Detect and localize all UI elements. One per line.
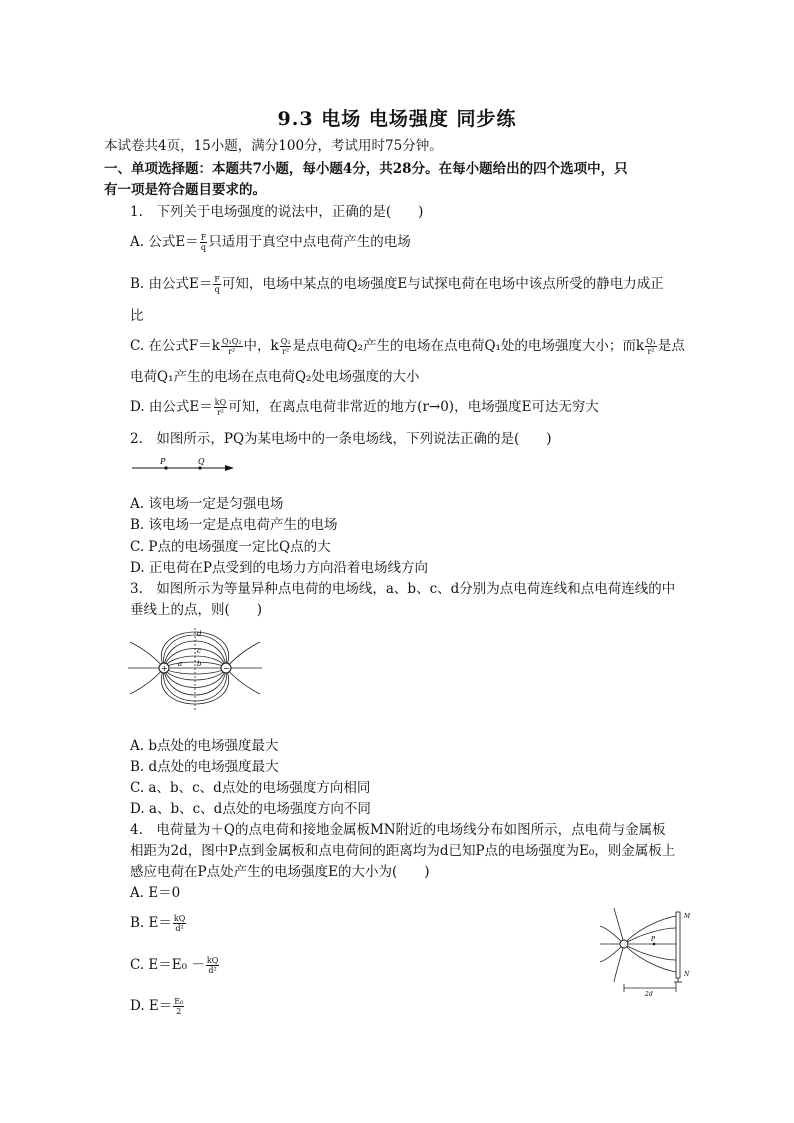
section-heading-line1: 一、单项选择题：本题共7小题，每小题4分，共28分。在每小题给出的四个选项中，只 bbox=[104, 161, 628, 177]
label-a: a bbox=[178, 660, 183, 668]
positive-charge-icon: + bbox=[161, 664, 168, 673]
exam-intro: 本试卷共4页，15小题，满分100分，考试用时75分钟。 bbox=[104, 138, 443, 154]
fraction: $\frac{kQ}{\text{d²}}$ bbox=[206, 956, 219, 975]
dipole-field-figure bbox=[126, 624, 264, 714]
q4-stem-line3: 感应电荷在P点处产生的电场强度E的大小为( ) bbox=[130, 864, 430, 880]
fraction: $\frac{F}{q}$ bbox=[200, 233, 207, 252]
fraction: $\frac{F}{q}$ bbox=[214, 275, 220, 294]
q4-option-a: A. E＝0 bbox=[130, 885, 181, 901]
q4-option-c: C. E＝E₀ － $\frac{kQ}{\text{d²}}$ bbox=[130, 956, 219, 975]
negative-charge-icon: − bbox=[223, 664, 230, 673]
label-d: d bbox=[197, 630, 202, 638]
q3-option-d: D. a、b、c、d点处的电场强度方向不同 bbox=[130, 801, 371, 817]
label-p: P bbox=[651, 936, 656, 943]
q3-option-a: A. b点处的电场强度最大 bbox=[130, 738, 279, 754]
q2-option-a: A. 该电场一定是匀强电场 bbox=[130, 496, 284, 512]
q1-option-a: A. 公式E＝ $\frac{F}{q}$ 只适用于真空中点电荷产生的电场 bbox=[130, 233, 411, 252]
fraction: $\frac{\text{Q₁}}{\text{r²}}$ bbox=[646, 337, 656, 356]
q1-option-b: B. 由公式E＝ $\frac{F}{q}$ 可知，电场中某点的电场强度E与试探电荷在电场中该点所受的静电力成正 bbox=[130, 275, 664, 294]
q4-option-b: B. E＝ $\frac{kQ}{\text{d²}}$ bbox=[130, 914, 186, 933]
fraction: $\frac{kQ}{\text{d²}}$ bbox=[173, 914, 186, 933]
label-p: P bbox=[160, 457, 166, 466]
page-title: 9.3 电场 电场强度 同步练 bbox=[277, 108, 517, 130]
q2-option-b: B. 该电场一定是点电荷产生的电场 bbox=[130, 517, 338, 533]
q2-option-c: C. P点的电场强度一定比Q点的大 bbox=[130, 539, 331, 555]
fraction: $\frac{\text{Q₁Q₂}}{\text{r²}}$ bbox=[221, 337, 242, 356]
q3-option-b: B. d点处的电场强度最大 bbox=[130, 759, 279, 775]
label-q: Q bbox=[198, 457, 205, 466]
q4-stem-line2: 相距为2d，图中P点到金属板和点电荷间的距离均为d已知P点的电场强度为E₀，则金属板上 bbox=[130, 843, 676, 859]
q1-option-c-cont: 电荷Q₁产生的电场在点电荷Q₂处电场强度的大小 bbox=[130, 369, 420, 385]
label-m: M bbox=[684, 913, 690, 920]
positive-charge-icon bbox=[620, 940, 628, 948]
q2-stem: 2. 如图所示，PQ为某电场中的一条电场线，下列说法正确的是( ) bbox=[130, 431, 552, 447]
q1-option-b-cont: 比 bbox=[130, 308, 144, 324]
fraction: $\frac{kQ}{\text{r²}}$ bbox=[214, 398, 227, 417]
metal-plate bbox=[676, 912, 680, 978]
q1-stem: 1. 下列关于电场强度的说法中，正确的是( ) bbox=[130, 204, 424, 220]
label-2d: 2d bbox=[645, 991, 653, 998]
section-heading-line2: 有一项是符合题目要求的。 bbox=[104, 182, 266, 198]
label-c: c bbox=[197, 647, 201, 655]
q3-option-c: C. a、b、c、d点处的电场强度方向相同 bbox=[130, 780, 371, 796]
q1-option-d: D. 由公式E＝ $\frac{kQ}{\text{r²}}$ 可知，在离点电荷非常近的地方(r→0)，电场强度E可达无穷大 bbox=[130, 398, 599, 417]
label-b: b bbox=[197, 660, 202, 668]
q1-option-c: C. 在公式F＝k $\frac{\text{Q₁Q₂}}{\text{r²}}$ 中，k $\frac{\text{Q₂}}{\text{r²}}$ 是点电荷Q₂产生的电场在点电荷Q₁处的电场强度大小；而k $\frac{\text{Q₁}}{\text{r²}}$ 是点 bbox=[130, 337, 685, 356]
q3-stem-line1: 3. 如图所示为等量异种点电荷的电场线，a、b、c、d分别为点电荷连线和点电荷连线的中 bbox=[130, 581, 676, 597]
q2-option-d: D. 正电荷在P点受到的电场力方向沿着电场线方向 bbox=[130, 560, 429, 576]
field-line-figure bbox=[130, 456, 240, 476]
fraction: $\frac{\text{Q₂}}{\text{r²}}$ bbox=[280, 337, 291, 356]
q4-option-d: D. E＝ $\frac{\text{E₀}}{2}$ bbox=[130, 997, 184, 1016]
q4-stem-line1: 4. 电荷量为＋Q的点电荷和接地金属板MN附近的电场线分布如图所示，点电荷与金属板 bbox=[130, 822, 666, 838]
metal-plate-figure bbox=[594, 906, 690, 998]
label-n: N bbox=[684, 971, 690, 978]
q3-stem-line2: 垂线上的点，则( ) bbox=[130, 602, 263, 618]
fraction: $\frac{\text{E₀}}{2}$ bbox=[174, 997, 184, 1016]
